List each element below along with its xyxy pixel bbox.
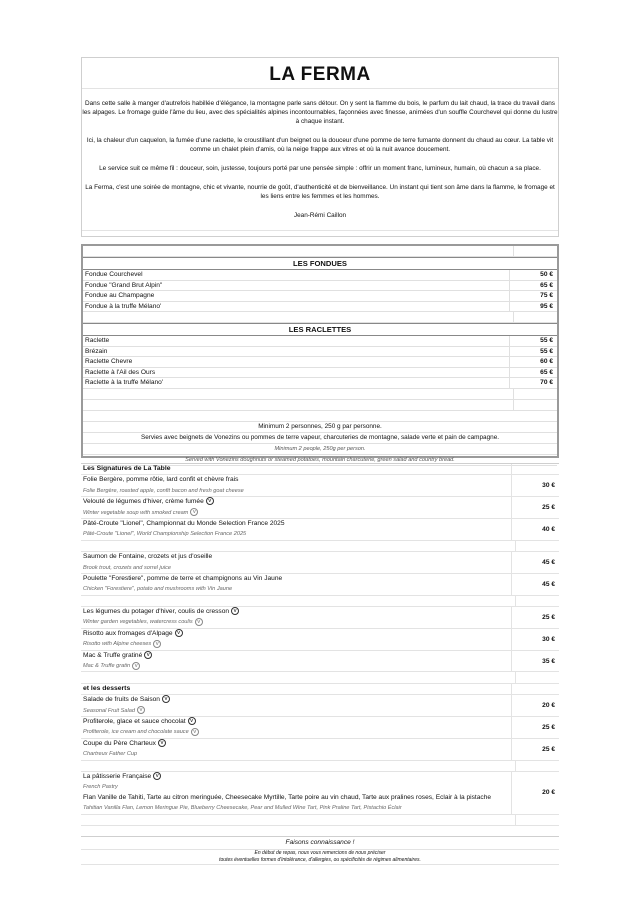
note-en-minimum: Minimum 2 people, 250g per person. xyxy=(83,444,557,455)
dish-group xyxy=(81,497,559,519)
dish-group xyxy=(81,695,559,717)
dish-price: 45 € xyxy=(542,580,555,588)
vegetarian-icon: V xyxy=(206,497,214,505)
desserts-heading: et les desserts xyxy=(83,684,131,692)
dish-price: 20 € xyxy=(542,702,555,710)
dish-fr: Mac & Truffe gratiné xyxy=(83,651,143,659)
dish-price: 60 € xyxy=(540,358,553,365)
dish-group xyxy=(81,629,559,651)
dish-name: Fondue au Champagne xyxy=(83,291,510,301)
dish-price: 40 € xyxy=(542,525,555,533)
vegetarian-icon: V xyxy=(132,662,140,670)
dish-price: 75 € xyxy=(540,292,553,299)
dish-price: 25 € xyxy=(542,723,555,731)
menu-row xyxy=(83,281,557,292)
note-fr-minimum: Minimum 2 personnes, 250 g par personne. xyxy=(83,422,557,433)
patisserie-title: La pâtisserie Française xyxy=(83,772,152,780)
menu-row xyxy=(83,368,557,379)
vegetarian-icon: V xyxy=(191,728,199,736)
dish-fr: Pâté-Croute "Lionel", Championnat du Monde Selection France 2025 xyxy=(83,519,285,527)
vegetarian-icon: V xyxy=(153,640,161,648)
footer-line-2: toutes éventuelles formes d'intolérance, d'allergies, ou spécificités de régimes alimentaires. xyxy=(219,857,421,864)
dish-en: Mac & Truffe gratin xyxy=(83,663,131,670)
notes-empty xyxy=(83,411,557,422)
intro-text xyxy=(82,99,558,230)
dish-fr: Poulette "Forestiere", pomme de terre et champignons au Vin Jaune xyxy=(83,574,283,582)
dish-name: Raclette Chevre xyxy=(83,357,510,367)
dish-en: Chartreux Father Cup xyxy=(83,751,138,758)
intro-paragraph-2: Ici, la chaleur d'un caquelon, la fumée d'une raclette, le croustillant d'un beignet ou la douceur d'une pomme de terre fumante donnent du chaud au cœur. La table vit comme un chalet plein d'amis, où la neige frappe aux vitres et où la nuit avance doucement. xyxy=(86,137,554,153)
page-title: LA FERMA xyxy=(269,64,371,85)
vegetarian-icon: V xyxy=(188,717,196,725)
dish-name: Fondue à la truffe Mélano' xyxy=(83,302,510,312)
dish-en: Folie Bergère, roasted apple, confit bacon and fresh goat cheese xyxy=(83,487,244,494)
vegetarian-icon: V xyxy=(175,629,183,637)
intro-block xyxy=(81,57,559,237)
dish-price: 20 € xyxy=(542,789,555,797)
fondues-heading: LES FONDUES xyxy=(83,257,557,270)
vegetarian-icon: V xyxy=(190,508,198,516)
menu-row xyxy=(83,357,557,368)
dish-price: 95 € xyxy=(540,302,553,310)
signatures-heading: Les Signatures de La Table xyxy=(83,465,171,472)
intro-paragraph-4: La Ferma, c'est une soirée de montagne, chic et vivante, nourrie de goût, d'authenticité et de bienveillance. Un instant qui tient son âme dans la flamme, le fromage et les liens entre les femmes et les hommes. xyxy=(85,184,555,200)
footer-line-1: En début de repas, nous vous remercions de nous préciser xyxy=(254,850,386,857)
dish-price: 55 € xyxy=(540,337,553,344)
menu-page xyxy=(81,57,559,864)
dish-en: Winter garden vegetables, watercress coulis xyxy=(83,619,193,626)
menu-row xyxy=(83,378,557,389)
dish-group xyxy=(81,519,559,541)
dish-en: Risotto with Alpine cheeses xyxy=(83,641,152,648)
dish-group xyxy=(81,574,559,596)
dish-name: Raclette xyxy=(83,336,510,346)
menu-row xyxy=(83,291,557,302)
vegetarian-icon: V xyxy=(153,772,161,780)
patisserie-title-en: French Pastry xyxy=(83,784,118,791)
dish-price: 50 € xyxy=(540,271,553,278)
dish-en: Chicken "Forestiere", potato and mushrooms with Vin Jaune xyxy=(83,586,233,593)
dish-price: 25 € xyxy=(542,745,555,753)
dish-price: 30 € xyxy=(542,635,555,643)
intro-paragraph-3: Le service suit ce même fil : douceur, soin, justesse, toujours porté par une pensée simple : offrir un moment franc, lumineux, humain, où chacun a sa place. xyxy=(99,165,541,172)
menu-row xyxy=(83,336,557,347)
vegetarian-icon: V xyxy=(158,739,166,747)
dish-price: 65 € xyxy=(540,368,553,376)
dish-price: 25 € xyxy=(542,504,555,512)
fondues-raclettes-box xyxy=(81,244,559,463)
dish-en: Pâté-Croute "Lionel", World Championship Selection France 2025 xyxy=(83,531,247,538)
intro-paragraph-1: Dans cette salle à manger d'autrefois habillée d'élégance, la montagne parle sans détour. On y sent la flamme du bois, le parfum du lait chaud, la trace du travail dans les alpages. Le fromage guide l'âme du lieu, avec des spécialités alpines incontournables, façonnées avec finesse, animées d'un souffle Courchevel qui donne du lustre à chaque instant. xyxy=(82,100,558,125)
dish-group xyxy=(81,739,559,761)
menu-row xyxy=(83,270,557,281)
dish-en: Winter vegetable soup with smoked cream xyxy=(83,509,189,516)
dish-name: Fondue Courchevel xyxy=(83,270,510,280)
dish-en: Seasonal Fruit Salad xyxy=(83,707,135,714)
dish-name: Raclette à l'Ail des Ours xyxy=(83,368,510,378)
menu-row xyxy=(83,347,557,358)
dish-price: 30 € xyxy=(542,482,555,490)
dish-price: 65 € xyxy=(540,281,553,289)
patisserie-list: Flan Vanille de Tahiti, Tarte au citron meringuée, Cheesecake Myrtille, Tarte poire au vin chaud, Tarte aux pralines roses, Eclair à la pistache xyxy=(83,793,492,801)
dish-group xyxy=(81,552,559,574)
dish-fr: Saumon de Fontaine, crozets et jus d'oseille xyxy=(83,553,213,561)
dish-group xyxy=(81,475,559,497)
footer-title: Faisons connaissance ! xyxy=(81,837,559,850)
dish-name: Raclette à la truffe Mélano' xyxy=(83,378,510,388)
dish-price: 35 € xyxy=(542,657,555,665)
signatures-table xyxy=(81,463,559,865)
dish-price: 45 € xyxy=(542,559,555,567)
dish-name: Brézain xyxy=(83,347,510,357)
dish-price: 25 € xyxy=(542,613,555,621)
dish-fr: Velouté de légumes d'hiver, crème fumée xyxy=(83,498,204,506)
dish-en: Brook trout, crozets and sorrel juice xyxy=(83,564,171,571)
dish-price: 70 € xyxy=(540,379,553,386)
dish-fr: Folie Bergère, pomme rôtie, lard confit et chèvre frais xyxy=(83,476,239,484)
vegetarian-icon: V xyxy=(231,607,239,615)
patisserie-list-en: Tahitian Vanilla Flan, Lemon Meringue Pie, Blueberry Cheesecake, Pear and Mulled Wine Tart, Pink Praline Tart, Pistachio Éclair xyxy=(83,805,402,812)
vegetarian-icon: V xyxy=(137,706,145,714)
dish-group xyxy=(81,717,559,739)
dish-group xyxy=(81,607,559,629)
note-fr-served: Servies avec beignets de Vonezins ou pommes de terre vapeur, charcuteries de montagne, salade verte et pain de campagne. xyxy=(83,433,557,444)
vegetarian-icon: V xyxy=(144,651,152,659)
dish-group xyxy=(81,651,559,673)
dish-fr: Les légumes du potager d'hiver, coulis de cresson xyxy=(83,608,230,616)
dish-fr: Profiterole, glace et sauce chocolat xyxy=(83,717,186,725)
patisserie-group xyxy=(81,772,559,815)
dish-fr: Coupe du Père Charteux xyxy=(83,739,156,747)
vegetarian-icon: V xyxy=(162,695,170,703)
footer xyxy=(81,837,559,865)
dish-price: 55 € xyxy=(540,347,553,355)
dish-en: Profiterole, ice cream and chocolate sauce xyxy=(83,729,189,736)
raclettes-heading: LES RACLETTES xyxy=(83,323,557,336)
vegetarian-icon: V xyxy=(195,618,203,626)
intro-signature: Jean-Rémi Caillon xyxy=(293,212,347,219)
dish-fr: Salade de fruits de Saison xyxy=(83,696,160,704)
dish-name: Fondue "Grand Brut Alpin" xyxy=(83,281,510,291)
menu-row xyxy=(83,302,557,313)
note-en-served: Served with Vonezins doughnuts or steamed potatoes, mountain charcuterie, green salad and country bread. xyxy=(83,455,557,466)
dish-fr: Risotto aux fromages d'Alpage xyxy=(83,629,173,637)
